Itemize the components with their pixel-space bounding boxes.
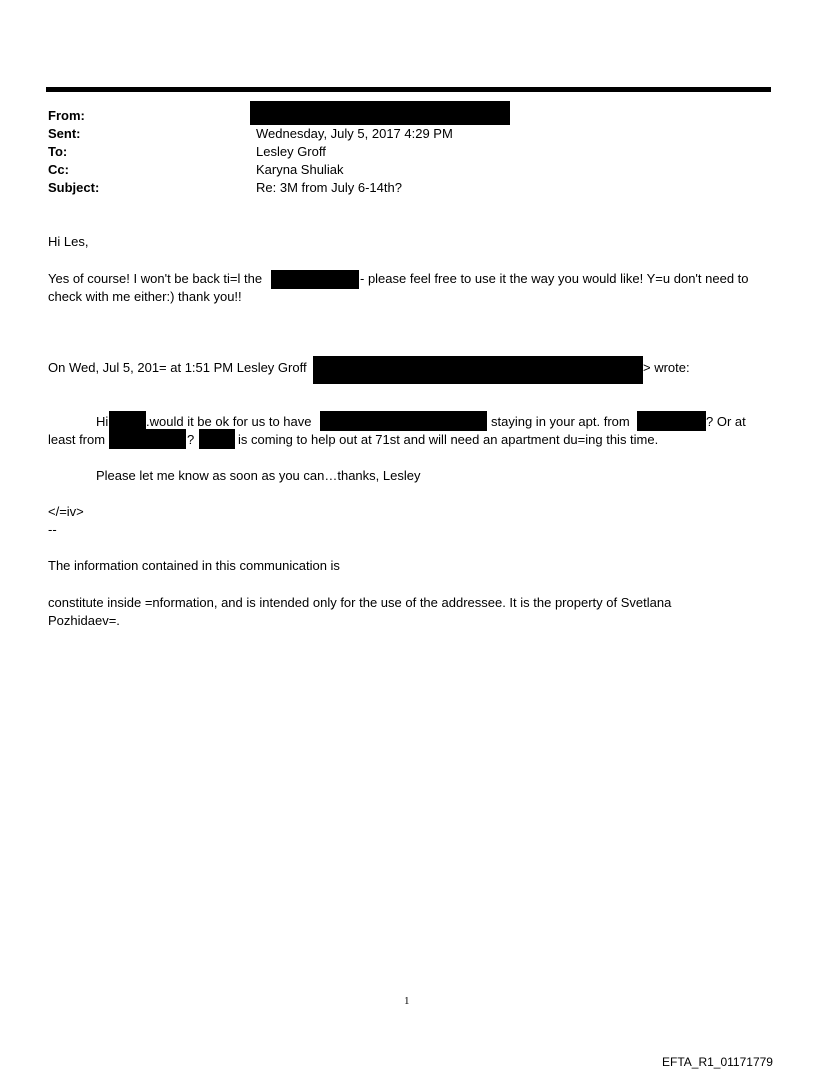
from-redaction <box>250 101 510 125</box>
name-redaction-1 <box>109 411 146 431</box>
sent-value: Wednesday, July 5, 2017 4:29 PM <box>256 126 453 141</box>
quote-intro-start: On Wed, Jul 5, 201= at 1:51 PM Lesley Groff <box>48 360 307 375</box>
quote-p1-part3: ? Or at <box>706 414 746 429</box>
disclaimer-line2: constitute inside =nformation, and is intended only for the use of the addressee. It is the property of Svetlana <box>48 595 672 610</box>
disclaimer-line3: Pozhidaev=. <box>48 613 120 628</box>
document-id: EFTA_R1_01171779 <box>662 1055 773 1069</box>
cc-value: Karyna Shuliak <box>256 162 344 177</box>
quote-hi: Hi <box>96 414 109 429</box>
quote-p2: Please let me know as soon as you can…thanks, Lesley <box>96 468 421 483</box>
to-label: To: <box>48 144 68 159</box>
name-redaction-3 <box>199 429 235 449</box>
close-div-text: </=iv> <box>48 504 84 519</box>
greeting: Hi Les, <box>48 234 89 249</box>
date-redaction-2 <box>109 429 186 449</box>
date-redaction-1 <box>637 411 706 431</box>
subject-value: Re: 3M from July 6-14th? <box>256 180 402 195</box>
quote-p1-part1: .would it be ok for us to have <box>146 414 312 429</box>
name-redaction-2 <box>320 411 487 431</box>
quote-p1-line2-q: ? <box>187 432 195 447</box>
sent-label: Sent: <box>48 126 81 141</box>
quote-p1-line2-start: least from <box>48 432 106 447</box>
para1-start: Yes of course! I won't be back ti=l the <box>48 271 263 286</box>
header-rule <box>46 87 771 92</box>
subject-label: Subject: <box>48 180 100 195</box>
quote-intro-end: > wrote: <box>643 360 690 375</box>
to-value: Lesley Groff <box>256 144 326 159</box>
email-address-redaction <box>313 356 643 384</box>
para1-line2: check with me either:) thank you!! <box>48 289 242 304</box>
para1-redaction <box>271 270 359 289</box>
from-label: From: <box>48 108 85 123</box>
quote-p1-part2: staying in your apt. from <box>491 414 630 429</box>
cc-label: Cc: <box>48 162 69 177</box>
signature-separator: -- <box>48 522 57 537</box>
disclaimer-line1: The information contained in this communication is <box>48 558 340 573</box>
page-number: 1 <box>404 995 410 1007</box>
quote-p1-line2-end: is coming to help out at 71st and will need an apartment du=ing this time. <box>238 432 659 447</box>
para1-end: - please feel free to use it the way you would like! Y=u don't need to <box>360 271 749 286</box>
